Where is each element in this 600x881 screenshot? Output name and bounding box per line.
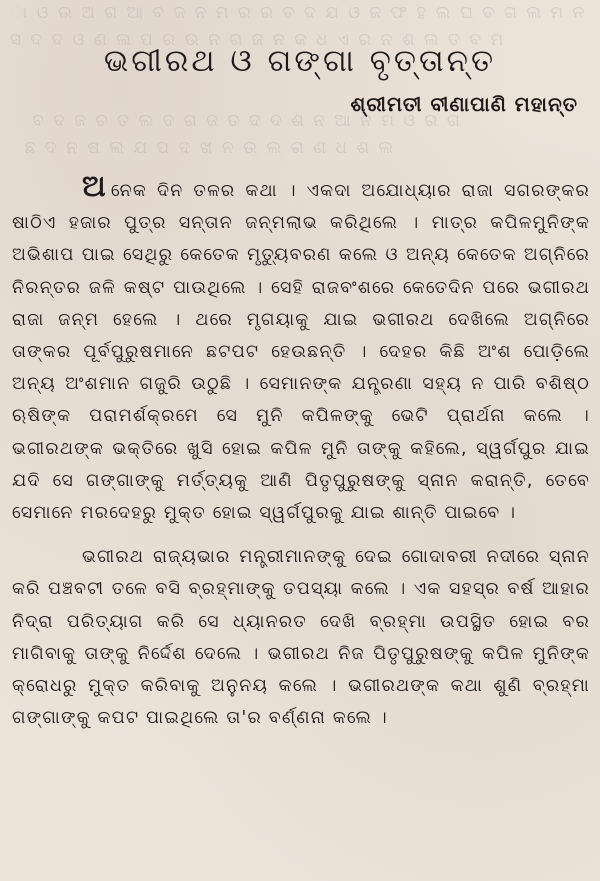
- author-byline: ଶ୍ରୀମତୀ ବୀଣାପାଣି ମହାନ୍ତ: [350, 92, 578, 116]
- drop-cap: ଅ: [82, 169, 107, 204]
- article-title: ଭଗୀରଥ ଓ ଗଙ୍ଗା ବୃତ୍ତାନ୍ତ: [103, 42, 497, 79]
- paragraph-1-text: ନେକ ଦିନ ତଳର କଥା । ଏକଦା ଅଯୋଧ୍ୟାର ରାଜା ସଗରଙ୍କର ଷାଠିଏ ହଜାର ପୁତ୍ର ସନ୍ତାନ ଜନ୍ମଲାଭ କରିଥିଲେ । ମାତ୍ର କପିଳମୁନିଙ୍କ ଅଭିଶାପ ପାଇ ସେଥିରୁ କେତେକ ମୃତ୍ୟୁବରଣ କଲେ ଓ ଅନ୍ୟ କେତେକ ଅଗ୍ନିରେ ନିରନ୍ତର ଜଳି କଷ୍ଟ ପାଉଥିଲେ । ସେହି ରାଜବଂଶରେ କେତେଦିନ ପରେ ଭଗୀରଥ ରାଜା ଜନ୍ମ ହେଲେ । ଥରେ ମୃଗୟାକୁ ଯାଇ ଭଗୀରଥ ଦେଖିଲେ ଅଗ୍ନିରେ ତାଙ୍କର ପୂର୍ବପୁରୁଷମାନେ ଛଟପଟ ହେଉଛନ୍ତି । ଦେହର କିଛି ଅଂଶ ପୋଡ଼ିଲେ ଅନ୍ୟ ଅଂଶମାନ ଗଜୁରି ଉଠୁଛି । ସେମାନଙ୍କ ଯନ୍ତ୍ରଣା ସହ୍ୟ ନ ପାରି ବଶିଷ୍ଠ ଋଷିଙ୍କ ପରାମର୍ଶକ୍ରମେ ସେ ମୁନି କପିଳଙ୍କୁ ଭେଟି ପ୍ରାର୍ଥନା କଲେ । ଭଗୀରଥଙ୍କ ଭକ୍ତିରେ ଖୁସି ହୋଇ କପିଳ ମୁନି ତାଙ୍କୁ କହିଲେ, ସ୍ୱର୍ଗପୁର ଯାଇ ଯଦି ସେ ଗଙ୍ଗାଙ୍କୁ ମର୍ତ୍ତ୍ୟକୁ ଆଣି ପିତୃପୁରୁଷଙ୍କୁ ସ୍ନାନ କରାନ୍ତି, ତେବେ ସେମାନେ ମରଦେହରୁ ମୁକ୍ତ ହୋଇ ସ୍ୱର୍ଗପୁରକୁ ଯାଇ ଶାନ୍ତି ପାଇବେ ।: [12, 181, 590, 524]
- reverse-side-bleed-through: ା ଓ ଉ ଅ ଗ ଆ ବ ଜ ନ ମ ର ର ତ ଦ ଯ ଓ ଜ ଫ ହ ଲ ଘ ତ ଗ ଲ ମ ନ ସ ଦ ଦ ଓ ଣ ଲ ପ ର ଉ ନ ଗ ଜ ନ କ ଧ ଏ ର ନ ଶ ଲ ତ ବ ମ ବ ଦ ଜ ଚ ତ ଲ ଦ ଗ ଜ ତ ଦ ଦ ଶ ନ ଆ ନ ମ ଓ ର ଗ ଛ ଦ ନ ଷ ଲ ଯ ପ ଦ ଖ ନ ଉ ଲ ଗ ଣ ଧ ଶ ଲ: [10, 3, 587, 158]
- paragraph-1: [12, 169, 590, 529]
- article-body: [12, 169, 590, 734]
- paragraph-2-text: ଭଗୀରଥ ରାଜ୍ୟଭାର ମନ୍ତ୍ରୀମାନଙ୍କୁ ଦେଇ ଗୋଦାବରୀ ନଦୀରେ ସ୍ନାନ କରି ପଞ୍ଚବଟୀ ତଳେ ବସି ବ୍ରହ୍ମାଙ୍କୁ ତପସ୍ୟା କଲେ । ଏକ ସହସ୍ର ବର୍ଷ ଆହାର ନିଦ୍ରା ପରିତ୍ୟାଗ କରି ସେ ଧ୍ୟାନରତ ଦେଖି ବ୍ରହ୍ମା ଉପସ୍ଥିତ ହୋଇ ବର ମାଗିବାକୁ ତାଙ୍କୁ ନିର୍ଦ୍ଦେଶ ଦେଲେ । ଭଗୀରଥ ନିଜ ପିତୃପୁରୁଷଙ୍କୁ କପିଳ ମୁନିଙ୍କ କ୍ରୋଧରୁ ମୁକ୍ତ କରିବାକୁ ଅନୁନୟ କଲେ । ଭଗୀରଥଙ୍କ କଥା ଶୁଣି ବ୍ରହ୍ମା ଗଙ୍ଗାଙ୍କୁ କପଟ ପାଇଥିଲେ ତା'ର ବର୍ଣ୍ଣନା କଲେ ।: [12, 547, 590, 729]
- paragraph-2: [12, 541, 590, 734]
